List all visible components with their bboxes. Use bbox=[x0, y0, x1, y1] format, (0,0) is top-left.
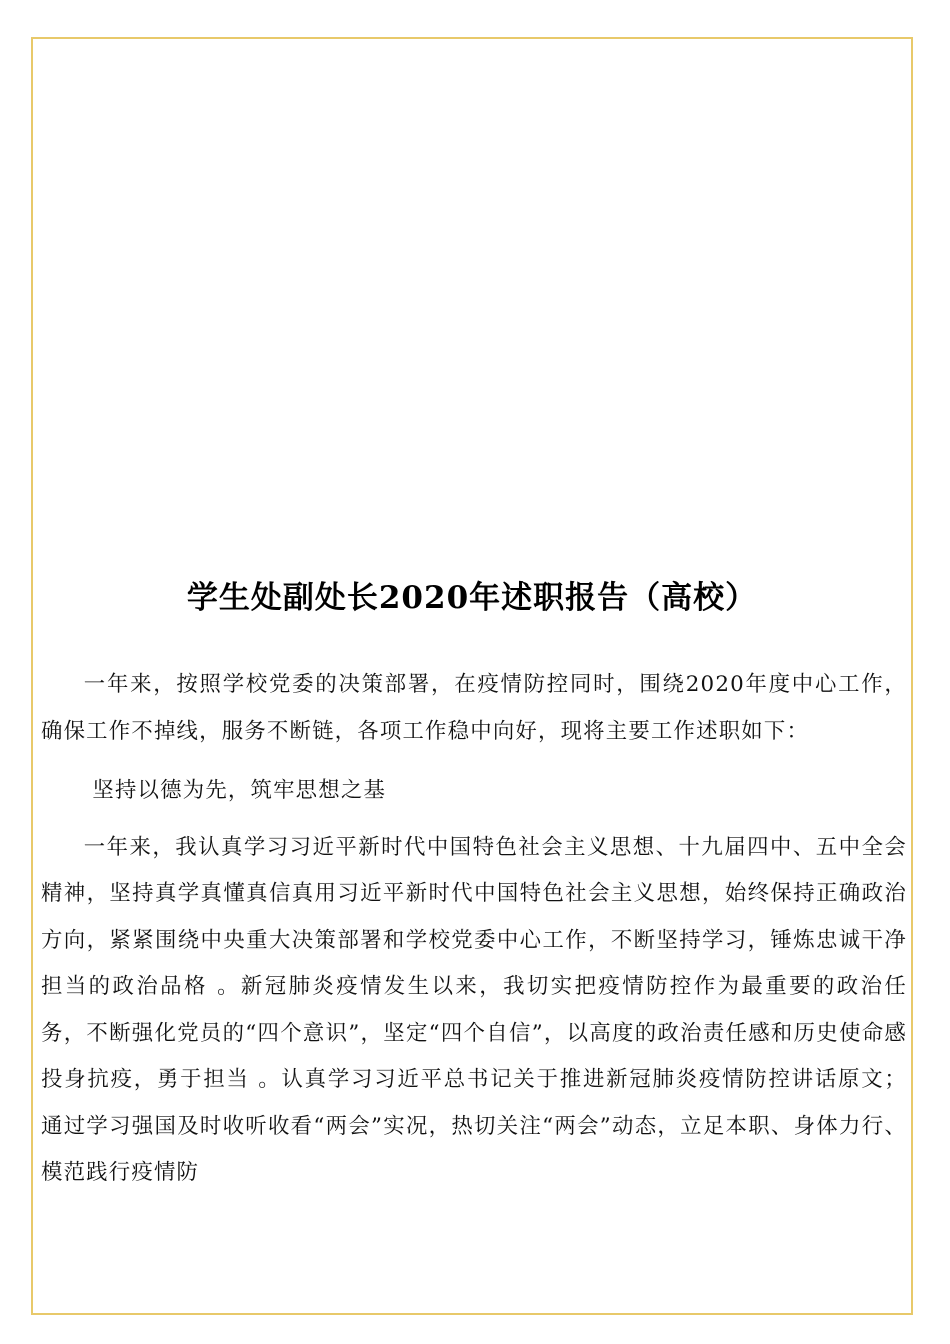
document-title: 学生处副处长2020年述职报告（高校） bbox=[186, 580, 758, 616]
section-heading: 坚持以德为先，筑牢思想之基 bbox=[92, 778, 387, 803]
intro-paragraph: 一年来，按照学校党委的决策部署，在疫情防控同时，围绕2020年度中心工作，确保工作不掉线，服务不断链，各项工作稳中向好，现将主要工作述职如下： bbox=[41, 672, 907, 744]
document-body bbox=[41, 662, 907, 1197]
body-paragraph: 一年来，我认真学习习近平新时代中国特色社会主义思想、十九届四中、五中全会精神，坚持真学真懂真信真用习近平新时代中国特色社会主义思想，始终保持正确政治方向，紧紧围绕中央重大决策部署和学校党委中心工作，不断坚持学习，锤炼忠诚干净担当的政治品格 。新冠肺炎疫情发生以来，我切实把疫情防控作为最重要的政治任务，不断强化党员的“四个意识”，坚定“四个自信”，以高度的政治责任感和历史使命感投身抗疫，勇于担当 。认真学习习近平总书记关于推进新冠肺炎疫情防控讲话原文；通过学习强国及时收听收看“两会”实况，热切关注“两会”动态，立足本职、身体力行、模范践行疫情防 bbox=[41, 834, 907, 1185]
